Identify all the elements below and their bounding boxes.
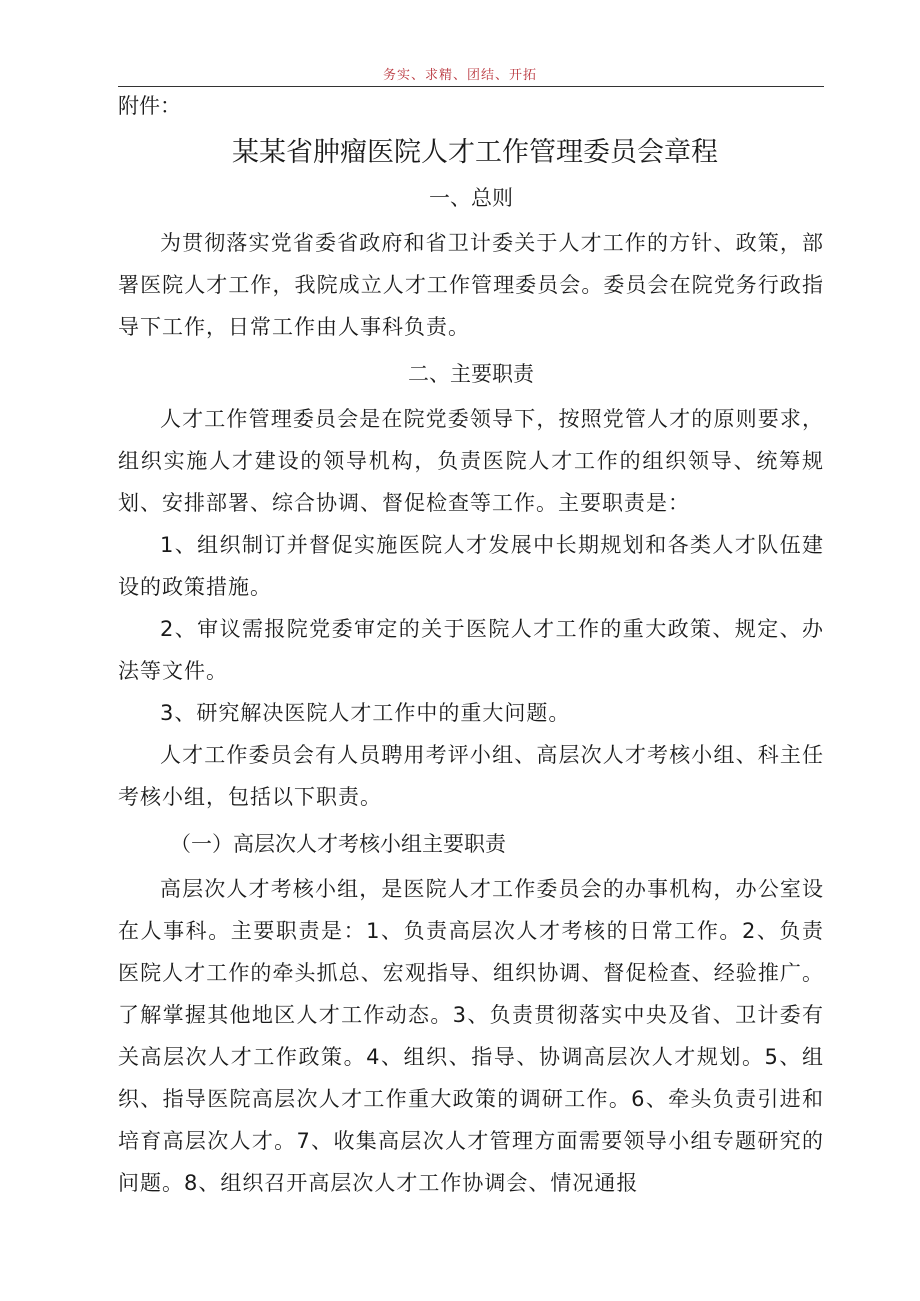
paragraph-talent-group: 高层次人才考核小组，是医院人才工作委员会的办事机构，办公室设在人事科。主要职责是：1、负责高层次人才考核的日常工作。2、负责医院人才工作的牵头抓总、宏观指导、组织协调、督促检查、经验推广。了解掌握其他地区人才工作动态。3、负责贯彻落实中央及省、卫计委有关高层次人才工作政策。4、组织、指导、协调高层次人才规划。5、组织、指导医院高层次人才工作重大政策的调研工作。6、牵头负责引进和培育高层次人才。7、收集高层次人才管理方面需要领导小组专题研究的问题。8、组织召开高层次人才工作协调会、情况通报 (118, 877, 824, 1195)
paragraph-general: 为贯彻落实党省委省政府和省卫计委关于人才工作的方针、政策，部署医院人才工作，我院成立人才工作管理委员会。委员会在院党务行政指导下工作，日常工作由人事科负责。 (118, 231, 824, 339)
header-motto: 务实、求精、团结、开拓 (382, 68, 537, 83)
subsection-heading-talent-group: （一）高层次人才考核小组主要职责 (170, 832, 506, 856)
section-heading-duties: 二、主要职责 (408, 362, 534, 386)
document-body (118, 88, 824, 1204)
paragraph-duty-1: 1、组织制订并督促实施医院人才发展中长期规划和各类人才队伍建设的政策措施。 (118, 533, 824, 599)
section-heading-general: 一、总则 (429, 186, 513, 210)
paragraph-duties: 人才工作管理委员会是在院党委领导下，按照党管人才的原则要求，组织实施人才建设的领导机构，负责医院人才工作的组织领导、统筹规划、安排部署、综合协调、督促检查等工作。主要职责是： (118, 407, 824, 515)
paragraph-groups: 人才工作委员会有人员聘用考评小组、高层次人才考核小组、科主任考核小组，包括以下职责。 (118, 743, 824, 809)
attachment-label: 附件： (118, 94, 181, 118)
paragraph-duty-2: 2、审议需报院党委审定的关于医院人才工作的重大政策、规定、办法等文件。 (118, 617, 824, 683)
paragraph-duty-3: 3、研究解决医院人才工作中的重大问题。 (160, 701, 571, 725)
header-divider (118, 86, 824, 87)
document-title: 某某省肿瘤医院人才工作管理委员会章程 (232, 137, 718, 168)
